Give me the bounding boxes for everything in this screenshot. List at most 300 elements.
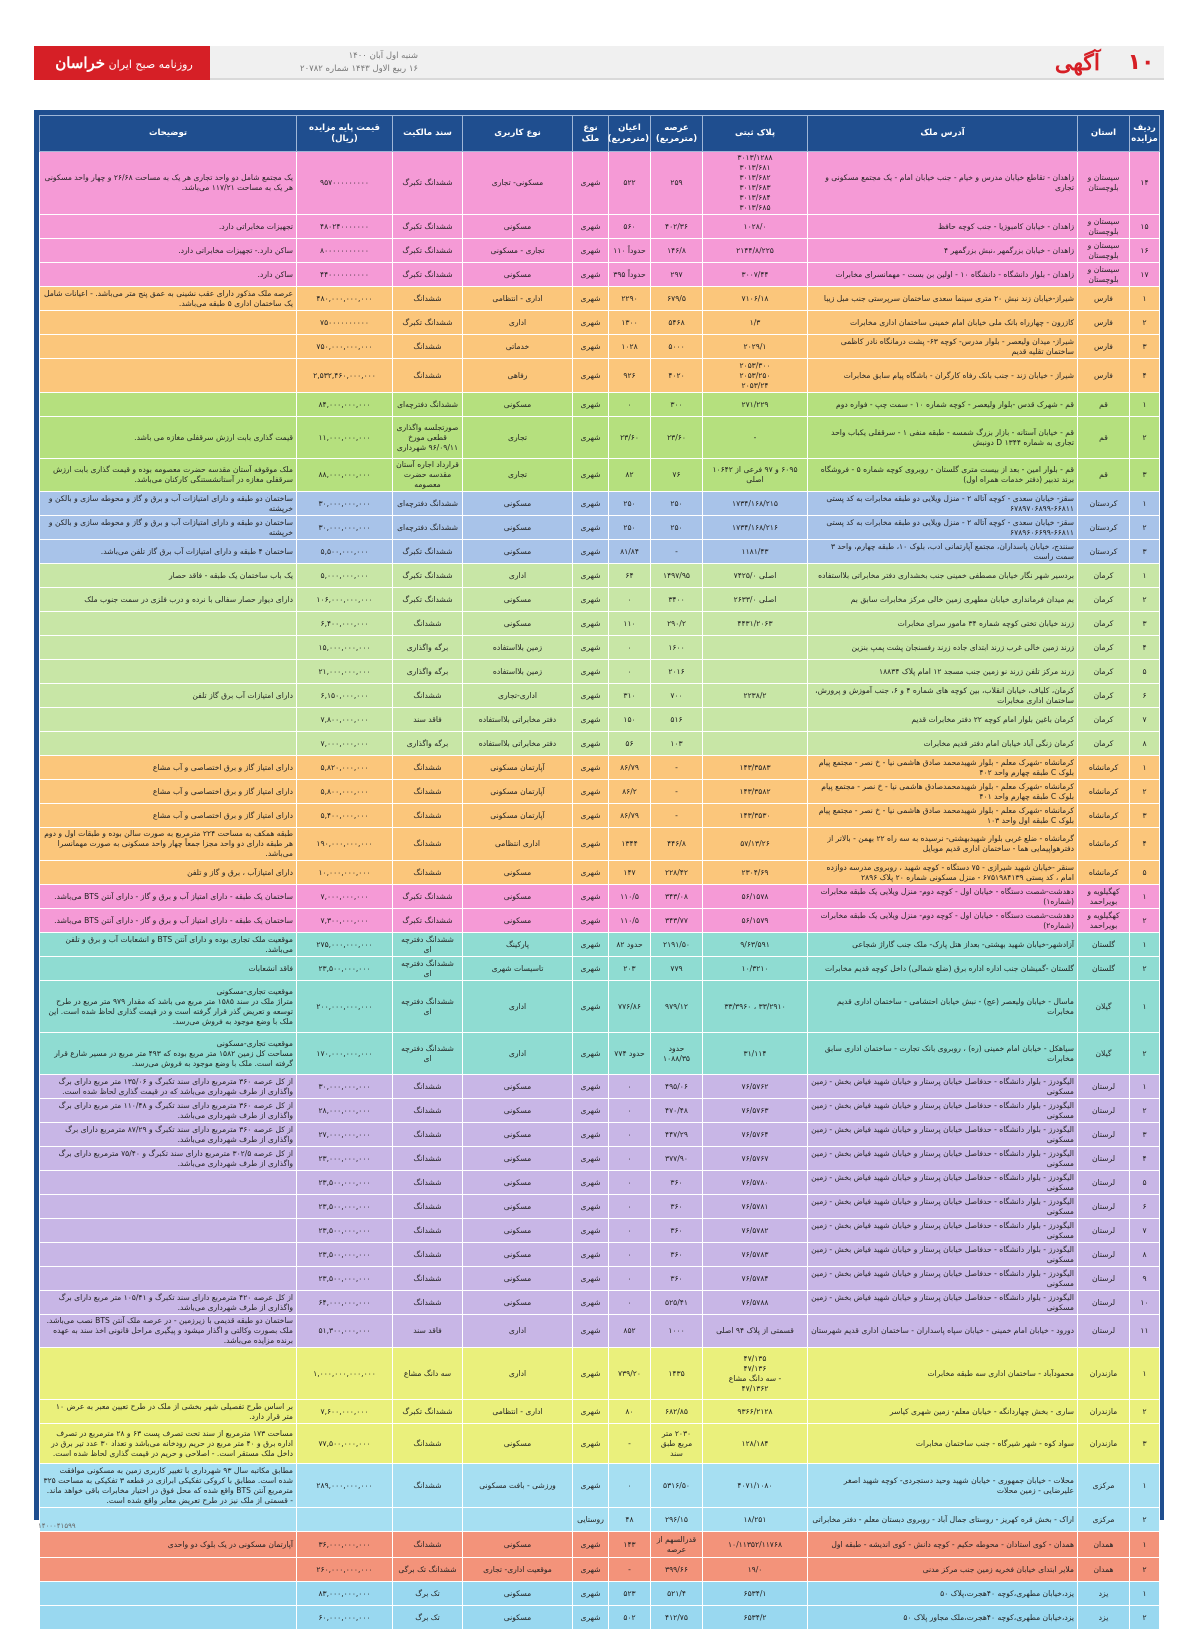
cell-ownership-deed: ششدانگ <box>393 287 463 311</box>
cell-registration-plate <box>703 636 808 660</box>
cell-usage-type: مسکونی <box>463 861 573 885</box>
cell-building-area: ۸۱/۸۴ <box>609 540 651 564</box>
cell-address: یزد،خیابان مطهری،کوچه ۴۰هجرت،پلاک ۵۰ <box>808 1582 1078 1606</box>
cell-province: گلستان <box>1078 957 1130 981</box>
cell-property-type: شهری <box>573 540 609 564</box>
cell-land-area: ۵۴۶۸ <box>651 311 703 335</box>
cell-land-area: ۵۲۵/۴۱ <box>651 1291 703 1315</box>
cell-property-type: شهری <box>573 1348 609 1400</box>
table-row <box>40 564 1160 588</box>
cell-base-price: ۳۶,۰۰۰,۰۰۰,۰۰۰ <box>297 1532 393 1558</box>
cell-row-number: ۴ <box>1130 636 1160 660</box>
cell-ownership-deed: ششدانگ <box>393 1291 463 1315</box>
cell-usage-type: تجاری <box>463 417 573 459</box>
cell-property-type: شهری <box>573 732 609 756</box>
table-row <box>40 660 1160 684</box>
cell-base-price: ۱۷۰,۰۰۰,۰۰۰,۰۰۰ <box>297 1033 393 1075</box>
cell-province: همدان <box>1078 1532 1130 1558</box>
cell-building-area: ۵۰۲ <box>609 1606 651 1630</box>
table-row <box>40 1267 1160 1291</box>
cell-registration-plate: ۶۵۳۴/۲ <box>703 1606 808 1630</box>
cell-building-area: ۴۸ <box>609 1508 651 1532</box>
cell-registration-plate: ۷۶/۵۷۸۰ <box>703 1171 808 1195</box>
cell-base-price: ۶۰,۰۰۰,۰۰۰,۰۰۰ <box>297 1606 393 1630</box>
cell-province: کرمانشاه <box>1078 756 1130 780</box>
cell-province: کرمانشاه <box>1078 828 1130 861</box>
table-row <box>40 1606 1160 1630</box>
cell-property-type: شهری <box>573 215 609 239</box>
table-row <box>40 1424 1160 1464</box>
cell-address: ساری - بخش چهاردانگه - خیابان معلم- زمین شهری کیاسر <box>808 1400 1078 1424</box>
cell-registration-plate: ۳۰۱۳/۱۲۸۸ ۳۰۱۳/۶۸۱ ۳۰۱۳/۶۸۲ ۳۰۱۳/۶۸۳ ۳۰۱۳/۶۸۴ ۳۰۱۳/۶۸۵ <box>703 152 808 215</box>
cell-province: لرستان <box>1078 1315 1130 1348</box>
cell-usage-type: اداری <box>463 981 573 1033</box>
cell-base-price: ۵,۴۰۰,۰۰۰,۰۰۰ <box>297 804 393 828</box>
cell-base-price: ۹۵۷۰۰۰۰۰۰۰۰۰ <box>297 152 393 215</box>
cell-land-area: - <box>651 756 703 780</box>
cell-row-number: ۳ <box>1130 804 1160 828</box>
cell-description: یک مجتمع شامل دو واحد تجاری هر یک به مساحت ۲۶/۶۸ و چهار واحد مسکونی هر یک به مساحت ۱۱۷/۲۱ می‌باشد. <box>40 152 297 215</box>
cell-address: دهدشت-شصت دستگاه - خیابان اول - کوچه دوم- منزل ویلایی یک طبقه مخابرات (شماره۱) <box>808 885 1078 909</box>
table-row <box>40 1033 1160 1075</box>
cell-row-number: ۲ <box>1130 909 1160 933</box>
cell-ownership-deed: ششدانگ تکبرگ <box>393 215 463 239</box>
cell-base-price: ۸۳,۰۰۰,۰۰۰,۰۰۰ <box>297 1582 393 1606</box>
cell-land-area: ۴۰۲۰ <box>651 359 703 393</box>
cell-address: زاهدان - بلوار دانشگاه - دانشگاه ۱۰ - اولین بن بست - مهمانسرای مخابرات <box>808 263 1078 287</box>
cell-land-area: ۵۰۰۰ <box>651 335 703 359</box>
cell-ownership-deed: ششدانگ <box>393 1424 463 1464</box>
cell-ownership-deed: ششدانگ تکبرگ <box>393 152 463 215</box>
cell-description: از کل عرصه ۳۶۰ مترمربع دارای سند تکبرگ و ۸۷/۲۹ مترمربع دارای برگ واگذاری از طرف شهرداری می‌باشد. <box>40 1123 297 1147</box>
cell-building-area: ۱۴۷ <box>609 861 651 885</box>
cell-address: زاهدان - خیابان بزرگمهر ،نبش بزرگمهر ۴ <box>808 239 1078 263</box>
cell-land-area: ۴۴۶/۸ <box>651 828 703 861</box>
cell-base-price: ۲۳,۵۰۰,۰۰۰,۰۰۰ <box>297 1171 393 1195</box>
cell-property-type: شهری <box>573 492 609 516</box>
cell-building-area: ۱۵۰ <box>609 708 651 732</box>
cell-registration-plate: ۷۶/۵۷۶۳ <box>703 1099 808 1123</box>
cell-province: کهگیلویه و بویراحمد <box>1078 885 1130 909</box>
cell-address: شیراز-خیابان زند نبش ۲۰ متری سینما سعدی ساختمان سرپرستی جنب مبل زیبا <box>808 287 1078 311</box>
cell-ownership-deed: ششدانگ <box>393 335 463 359</box>
cell-land-area: حدود ۱۰۸۸/۳۵ <box>651 1033 703 1075</box>
cell-property-type: شهری <box>573 1075 609 1099</box>
cell-row-number: ۱ <box>1130 756 1160 780</box>
table-row <box>40 1075 1160 1099</box>
cell-property-type: شهری <box>573 861 609 885</box>
cell-row-number: ۵ <box>1130 861 1160 885</box>
cell-usage-type: مسکونی <box>463 1606 573 1630</box>
cell-registration-plate <box>703 732 808 756</box>
cell-description: دارای دیوار حصار سفالی با نرده و درب فلزی در سمت جنوب ملک <box>40 588 297 612</box>
cell-description <box>40 393 297 417</box>
cell-base-price: ۵,۸۲۰,۰۰۰,۰۰۰ <box>297 756 393 780</box>
cell-province: سیستان و بلوچستان <box>1078 152 1130 215</box>
cell-building-area: ۰ <box>609 1099 651 1123</box>
cell-description <box>40 1582 297 1606</box>
cell-usage-type: تاسیسات شهری <box>463 957 573 981</box>
cell-ownership-deed: فاقد سند <box>393 708 463 732</box>
cell-land-area: ۴۰۲/۳۶ <box>651 215 703 239</box>
cell-building-area: ۳۱۰ <box>609 684 651 708</box>
cell-usage-type: رفاهی <box>463 359 573 393</box>
cell-base-price: ۷,۳۰۰,۰۰۰,۰۰۰ <box>297 909 393 933</box>
cell-ownership-deed: ششدانگ تکبرگ <box>393 239 463 263</box>
cell-row-number: ۵ <box>1130 660 1160 684</box>
cell-address: کازرون - چهارراه بانک ملی خیابان امام خمینی ساختمان اداری مخابرات <box>808 311 1078 335</box>
cell-usage-type <box>463 1508 573 1532</box>
cell-base-price: ۶,۱۵۰,۰۰۰,۰۰۰ <box>297 684 393 708</box>
cell-row-number: ۱ <box>1130 1582 1160 1606</box>
cell-address: کرمان باغین بلوار امام کوچه ۲۲ دفتر مخابرات قدیم <box>808 708 1078 732</box>
cell-usage-type: مسکونی <box>463 1219 573 1243</box>
cell-ownership-deed: ششدانگ دفترچه‌ای <box>393 393 463 417</box>
table-row <box>40 732 1160 756</box>
cell-province: مازندران <box>1078 1424 1130 1464</box>
cell-building-area: ۰ <box>609 1195 651 1219</box>
cell-base-price: ۳۰,۰۰۰,۰۰۰,۰۰۰ <box>297 492 393 516</box>
cell-ownership-deed: ششدانگ <box>393 861 463 885</box>
cell-address: گلستان -گمیشان جنب اداره اداره برق (ضلع شمالی) داخل کوچه قدیم مخابرات <box>808 957 1078 981</box>
cell-property-type: روستایی <box>573 1508 609 1532</box>
cell-province: لرستان <box>1078 1123 1130 1147</box>
cell-usage-type: مسکونی <box>463 393 573 417</box>
cell-row-number: ۲ <box>1130 1400 1160 1424</box>
cell-land-area: ۳۴۳/۷۷ <box>651 909 703 933</box>
cell-row-number: ۱ <box>1130 933 1160 957</box>
cell-province: کردستان <box>1078 492 1130 516</box>
cell-land-area: ۲۹۷ <box>651 263 703 287</box>
cell-building-area: ۱۴۳ <box>609 1532 651 1558</box>
cell-land-area: ۹۷۹/۱۲ <box>651 981 703 1033</box>
cell-ownership-deed: ششدانگ <box>393 1532 463 1558</box>
cell-description: فاقد انشعابات <box>40 957 297 981</box>
brand-name: خراسان <box>55 54 106 72</box>
cell-ownership-deed: ششدانگ <box>393 1123 463 1147</box>
cell-building-area: ۱۳۰۰ <box>609 311 651 335</box>
cell-province: فارس <box>1078 311 1130 335</box>
cell-property-type: شهری <box>573 152 609 215</box>
cell-province: مازندران <box>1078 1348 1130 1400</box>
cell-building-area: ۲۵۰ <box>609 516 651 540</box>
cell-usage-type: مسکونی- تجاری <box>463 152 573 215</box>
cell-address: زرند زمین خالی غرب زرند ابتدای جاده زرند رفسنجان پشت پمپ بنزین <box>808 636 1078 660</box>
cell-usage-type: مسکونی <box>463 612 573 636</box>
cell-property-type: شهری <box>573 804 609 828</box>
cell-base-price: ۲,۵۳۲,۴۶۰,۰۰۰,۰۰۰ <box>297 359 393 393</box>
cell-base-price: ۳۰,۰۰۰,۰۰۰,۰۰۰ <box>297 1075 393 1099</box>
cell-base-price: ۸۰۰۰۰۰۰۰۰۰۰۰ <box>297 239 393 263</box>
cell-property-type: شهری <box>573 1147 609 1171</box>
cell-base-price: ۱۹۰,۰۰۰,۰۰۰,۰۰۰ <box>297 828 393 861</box>
cell-province: لرستان <box>1078 1243 1130 1267</box>
cell-registration-plate: ۳۰۰۷/۴۴ <box>703 263 808 287</box>
cell-building-area: ۲۰۳ <box>609 957 651 981</box>
cell-land-area: ۲۱۹۱/۵۰ <box>651 933 703 957</box>
cell-property-type: شهری <box>573 239 609 263</box>
cell-row-number: ۸ <box>1130 732 1160 756</box>
cell-property-type: شهری <box>573 335 609 359</box>
cell-usage-type: مسکونی <box>463 1075 573 1099</box>
cell-address: زرند مرکز تلفن زرند نو زمین جنب مسجد ۱۲ امام پلاک ۱۸۸۳۴ <box>808 660 1078 684</box>
table-row <box>40 1400 1160 1424</box>
cell-address: سقز- خیابان سعدی - کوچه آتاله ۲ - منزل ویلایی دو طبقه مخابرات به کد پستی ۶۶۸۱۱-۶۷۸۹۷۰۶۸۹۹ <box>808 492 1078 516</box>
cell-usage-type: اداری <box>463 1033 573 1075</box>
cell-province: کرمان <box>1078 636 1130 660</box>
cell-registration-plate: ۲۷۱/۲۲۹ <box>703 393 808 417</box>
cell-property-type: شهری <box>573 1171 609 1195</box>
cell-registration-plate: ۷۶/۵۷۶۴ <box>703 1123 808 1147</box>
cell-usage-type: مسکونی <box>463 263 573 287</box>
cell-land-area: ۲۵۰ <box>651 492 703 516</box>
cell-province: قم <box>1078 459 1130 492</box>
cell-base-price: ۸۴,۰۰۰,۰۰۰,۰۰۰ <box>297 393 393 417</box>
cell-address: سواد کوه - شهر شیرگاه - جنب ساختمان مخابرات <box>808 1424 1078 1464</box>
cell-province: لرستان <box>1078 1195 1130 1219</box>
auction-table <box>39 115 1160 1630</box>
cell-description <box>40 1219 297 1243</box>
cell-registration-plate: ۴۰۷۱/۱۰۸۰ <box>703 1464 808 1508</box>
cell-base-price: ۱۱,۰۰۰,۰۰۰,۰۰۰ <box>297 417 393 459</box>
cell-building-area: ۰ <box>609 636 651 660</box>
cell-base-price: ۲۰۰,۰۰۰,۰۰۰,۰۰۰ <box>297 981 393 1033</box>
cell-registration-plate: ۶۰۹۵ و ۹۷ فرعی از ۱۰۶۴۲ اصلی <box>703 459 808 492</box>
table-row <box>40 459 1160 492</box>
cell-row-number: ۱۷ <box>1130 263 1160 287</box>
cell-description: موقعیت تجاری-مسکونی متراژ ملک در سند ۱۵۸۵ متر مربع می باشد که مقدار ۹۷۹ متر مربع در طرح توسعه و تعریض گذر قرار گرفته است و در قیمت گذاری لحاظ شده است. این ملک با وضع موجود به فروش می‌رسد. <box>40 981 297 1033</box>
cell-property-type: شهری <box>573 1315 609 1348</box>
cell-province: کرمان <box>1078 564 1130 588</box>
cell-base-price: ۱۰,۰۰۰,۰۰۰,۰۰۰ <box>297 861 393 885</box>
cell-ownership-deed: ششدانگ <box>393 804 463 828</box>
cell-usage-type: زمین بلااستفاده <box>463 660 573 684</box>
cell-usage-type: مسکونی <box>463 885 573 909</box>
cell-row-number: ۱۶ <box>1130 239 1160 263</box>
cell-address: الیگودرز - بلوار دانشگاه - حدفاصل خیابان پرستار و خیابان شهید فیاض بخش - زمین مسکونی <box>808 1147 1078 1171</box>
cell-ownership-deed: برگه واگذاری <box>393 636 463 660</box>
cell-registration-plate: ۱۴۳/۳۵۸۳ <box>703 756 808 780</box>
header-ownership-deed: سند مالکیت <box>393 116 463 152</box>
cell-property-type: شهری <box>573 1582 609 1606</box>
cell-building-area: ۷۷۶/۸۶ <box>609 981 651 1033</box>
cell-property-type: شهری <box>573 1464 609 1508</box>
cell-description: مطابق مکاتبه سال ۹۳ شهرداری با تغییر کاربری زمین به مسکونی موافقت شده است. مطابق با کروکی تفکیکی ابرازی در قطعه ۳ تفکیکی به مساحت ۳۲۵ مترمربع آنتن BTS واقع شده که محل فوق در اختیار مخابرات باقی خواهد ماند. - قسمتی از ملک نیز در طرح تعریض معابر واقع شده است. <box>40 1464 297 1508</box>
cell-description: قیمت گذاری بابت ارزش سرقفلی مغازه می باشد. <box>40 417 297 459</box>
cell-building-area: ۸۶/۷۹ <box>609 804 651 828</box>
cell-province: مرکزی <box>1078 1508 1130 1532</box>
cell-base-price: ۸۸,۰۰۰,۰۰۰,۰۰۰ <box>297 459 393 492</box>
cell-province: لرستان <box>1078 1075 1130 1099</box>
cell-ownership-deed: تک برگ <box>393 1606 463 1630</box>
cell-address: الیگودرز - بلوار دانشگاه - حدفاصل خیابان پرستار و خیابان شهید فیاض بخش - زمین مسکونی <box>808 1267 1078 1291</box>
cell-building-area: ۸۵۲ <box>609 1315 651 1348</box>
cell-address: الیگودرز - بلوار دانشگاه - حدفاصل خیابان پرستار و خیابان شهید فیاض بخش - زمین مسکونی <box>808 1171 1078 1195</box>
cell-property-type: شهری <box>573 1291 609 1315</box>
cell-land-area: - <box>651 540 703 564</box>
cell-ownership-deed: برگه واگذاری <box>393 732 463 756</box>
cell-registration-plate: ۲۰۲۹/۱ <box>703 335 808 359</box>
cell-building-area: ۱۱۰/۵ <box>609 909 651 933</box>
cell-base-price: ۷,۰۰۰,۰۰۰,۰۰۰ <box>297 885 393 909</box>
cell-building-area: ۵۶۰ <box>609 215 651 239</box>
header-base-price: قیمت پایه مزایده (ریال) <box>297 116 393 152</box>
cell-row-number: ۲ <box>1130 516 1160 540</box>
cell-description: از کل عرصه ۳۶۰ مترمربع دارای سند تکبرگ و ۱۱۰/۴۸ متر مربع دارای برگ واگذاری از طرف شهرداری می‌باشد. <box>40 1099 297 1123</box>
cell-registration-plate: ۷۶/۵۷۸۱ <box>703 1195 808 1219</box>
cell-description: بر اساس طرح تفصیلی شهر بخشی از ملک در طرح تعیین معبر به عرض ۱۰ متر قرار دارد. <box>40 1400 297 1424</box>
cell-land-area: ۳۶۰ <box>651 1171 703 1195</box>
cell-base-price: ۵,۵۰۰,۰۰۰,۰۰۰ <box>297 540 393 564</box>
cell-property-type: شهری <box>573 393 609 417</box>
cell-property-type: شهری <box>573 1219 609 1243</box>
cell-land-area: ۵۱۶ <box>651 708 703 732</box>
cell-property-type: شهری <box>573 1400 609 1424</box>
cell-land-area: ۲۹۶/۱۵ <box>651 1508 703 1532</box>
cell-province: مرکزی <box>1078 1464 1130 1508</box>
table-row <box>40 1147 1160 1171</box>
cell-building-area: ۲۵۰ <box>609 492 651 516</box>
cell-province: قم <box>1078 417 1130 459</box>
cell-property-type: شهری <box>573 612 609 636</box>
cell-base-price: ۲۳,۵۰۰,۰۰۰,۰۰۰ <box>297 957 393 981</box>
cell-property-type: شهری <box>573 417 609 459</box>
cell-description: یک باب ساختمان یک طبقه - فاقد حصار <box>40 564 297 588</box>
table-row <box>40 636 1160 660</box>
cell-row-number: ۷ <box>1130 1219 1160 1243</box>
cell-usage-type: مسکونی <box>463 909 573 933</box>
cell-registration-plate: - <box>703 417 808 459</box>
issue-date-line1: شنبه اول آبان ۱۴۰۰ <box>348 51 418 61</box>
cell-address: قم - بلوار امین - بعد از بیست متری گلستان - روبروی کوچه شماره ۵ - فروشگاه برند تدبیر (دفتر خدمات همراه اول) <box>808 459 1078 492</box>
cell-address: الیگودرز - بلوار دانشگاه - حدفاصل خیابان پرستار و خیابان شهید فیاض بخش - زمین مسکونی <box>808 1219 1078 1243</box>
cell-description: ساختمان دو طبقه و دارای امتیازات آب و برق و گاز و محوطه سازی و بالکن و خرپشته <box>40 492 297 516</box>
cell-property-type: شهری <box>573 1123 609 1147</box>
cell-description: طبقه همکف به مساحت ۲۲۴ مترمربع به صورت سالن بوده و طبقات اول و دوم هر طبقه دارای دو واحد مجزا جمعاً چهار واحد مسکونی به صورت مهمانسرا می‌باشد. <box>40 828 297 861</box>
cell-registration-plate <box>703 660 808 684</box>
cell-building-area: ۰ <box>609 1171 651 1195</box>
cell-address: الیگودرز - بلوار دانشگاه - حدفاصل خیابان پرستار و خیابان شهید فیاض بخش - زمین مسکونی <box>808 1195 1078 1219</box>
table-row <box>40 1195 1160 1219</box>
cell-description: از کل عرصه ۳۶۰ مترمربع دارای سند تکبرگ و ۱۳۵/۰۶ متر مربع دارای برگ واگذاری از طرف شهرداری می‌باشد که در قیمت گذاری لحاظ شده است. <box>40 1075 297 1099</box>
cell-registration-plate: ۱۰/۱۱۳۵۲/۱۱۷۶۸ <box>703 1532 808 1558</box>
cell-building-area: ۰ <box>609 1291 651 1315</box>
cell-registration-plate: ۱۰/۳۲۱۰ <box>703 957 808 981</box>
cell-row-number: ۲ <box>1130 1606 1160 1630</box>
cell-building-area: ۸۰ <box>609 1400 651 1424</box>
cell-usage-type: مسکونی <box>463 215 573 239</box>
cell-description <box>40 732 297 756</box>
cell-usage-type: اداری <box>463 564 573 588</box>
cell-province: کرمانشاه <box>1078 804 1130 828</box>
cell-address: شیراز - خیابان زند - جنب بانک رفاه کارگران - باشگاه پیام سابق مخابرات <box>808 359 1078 393</box>
cell-registration-plate: ۲۳۰۴/۶۹ <box>703 861 808 885</box>
cell-ownership-deed: ششدانگ دفترچه ای <box>393 981 463 1033</box>
cell-land-area: ۱۴۶/۸ <box>651 239 703 263</box>
cell-base-price: ۴۸۰,۰۰۰,۰۰۰,۰۰۰ <box>297 287 393 311</box>
cell-province: سیستان و بلوچستان <box>1078 215 1130 239</box>
cell-description <box>40 311 297 335</box>
cell-ownership-deed: صورتجلسه واگذاری قطعی مورخ ۹۶/۰۹/۱۱ شهرداری <box>393 417 463 459</box>
cell-building-area: ۸۶/۷۹ <box>609 756 651 780</box>
table-row <box>40 1315 1160 1348</box>
cell-property-type: شهری <box>573 828 609 861</box>
cell-registration-plate: ۱۹/۰ <box>703 1558 808 1582</box>
cell-address: اراک - بخش قره کهریز - روستای جمال آباد - روبروی دبستان معلم - دفتر مخابراتی <box>808 1508 1078 1532</box>
cell-province: کردستان <box>1078 516 1130 540</box>
cell-land-area: ۳۷۷/۹۰ <box>651 1147 703 1171</box>
cell-province: قم <box>1078 393 1130 417</box>
cell-usage-type: مسکونی <box>463 516 573 540</box>
cell-land-area: ۴۷۰/۴۸ <box>651 1099 703 1123</box>
cell-ownership-deed: ششدانگ <box>393 1219 463 1243</box>
cell-building-area: ۱۰۲۸ <box>609 335 651 359</box>
cell-base-price: ۲۶۰,۰۰۰,۰۰۰,۰۰۰ <box>297 1558 393 1582</box>
cell-registration-plate: قسمتی از پلاک ۹۴ اصلی <box>703 1315 808 1348</box>
cell-ownership-deed: ششدانگ <box>393 756 463 780</box>
cell-land-area: ۷۷۹ <box>651 957 703 981</box>
cell-registration-plate <box>703 708 808 732</box>
header-province: استان <box>1078 116 1130 152</box>
table-header-row <box>40 116 1160 152</box>
cell-row-number: ۲ <box>1130 1033 1160 1075</box>
cell-registration-plate: ۷۶/۵۷۸۳ <box>703 1243 808 1267</box>
table-row <box>40 335 1160 359</box>
cell-land-area: ۱۴۳۵ <box>651 1348 703 1400</box>
cell-description <box>40 1171 297 1195</box>
table-row <box>40 1464 1160 1508</box>
cell-land-area: - <box>651 804 703 828</box>
cell-row-number: ۱۱ <box>1130 1315 1160 1348</box>
cell-address: سقز- خیابان سعدی - کوچه آتاله ۲ - منزل ویلایی دو طبقه مخابرات به کد پستی ۶۶۸۱۱-۶۷۸۹۶۰۶۶۹۹ <box>808 516 1078 540</box>
cell-usage-type: خدماتی <box>463 335 573 359</box>
cell-property-type: شهری <box>573 1195 609 1219</box>
cell-building-area: ۰ <box>609 393 651 417</box>
cell-province: فارس <box>1078 359 1130 393</box>
cell-usage-type: آپارتمان مسکونی <box>463 756 573 780</box>
cell-property-type: شهری <box>573 684 609 708</box>
cell-property-type: شهری <box>573 933 609 957</box>
cell-base-price: ۲۳,۰۰۰,۰۰۰,۰۰۰ <box>297 1147 393 1171</box>
cell-base-price: ۶,۴۰۰,۰۰۰,۰۰۰ <box>297 612 393 636</box>
cell-province: کرمان <box>1078 732 1130 756</box>
cell-row-number: ۳ <box>1130 540 1160 564</box>
table-row <box>40 933 1160 957</box>
cell-building-area: حدود ۸۲ <box>609 933 651 957</box>
table-row <box>40 780 1160 804</box>
cell-ownership-deed: قرارداد اجاره آستان مقدسه حضرت معصومه <box>393 459 463 492</box>
cell-ownership-deed: ششدانگ تک برگی <box>393 1558 463 1582</box>
cell-province: سیستان و بلوچستان <box>1078 263 1130 287</box>
cell-registration-plate: ۱۴۳/۳۵۳۰ <box>703 804 808 828</box>
cell-address: قم - خیابان آستانه - بازار بزرگ شمسه - طبقه منفی ۱ - سرقفلی یکباب واحد تجاری به شماره ۱۳۴۴ D دونبش <box>808 417 1078 459</box>
cell-base-price: ۷۷,۵۰۰,۰۰۰,۰۰۰ <box>297 1424 393 1464</box>
cell-usage-type: موقعیت اداری- تجاری <box>463 1558 573 1582</box>
cell-land-area: ۷۶ <box>651 459 703 492</box>
cell-base-price: ۲۸,۰۰۰,۰۰۰,۰۰۰ <box>297 1099 393 1123</box>
cell-row-number: ۶ <box>1130 1195 1160 1219</box>
table-body <box>40 152 1160 1630</box>
brand-tagline: روزنامه صبح ایران <box>108 58 193 71</box>
cell-ownership-deed <box>393 1508 463 1532</box>
table-row <box>40 393 1160 417</box>
cell-description: موقعیت تجاری-مسکونی مساحت کل زمین ۱۵۸۲ متر مربع بوده که ۴۹۳ متر مربع در مسیر شارع قرار گرفته است. ملک با وضع موجود به فروش می‌رسد. <box>40 1033 297 1075</box>
cell-row-number: ۱ <box>1130 1464 1160 1508</box>
cell-ownership-deed: ششدانگ <box>393 1267 463 1291</box>
cell-usage-type: مسکونی <box>463 1123 573 1147</box>
cell-building-area: ۲۲۹۰ <box>609 287 651 311</box>
cell-registration-plate: ۶۵۳۴/۱ <box>703 1582 808 1606</box>
